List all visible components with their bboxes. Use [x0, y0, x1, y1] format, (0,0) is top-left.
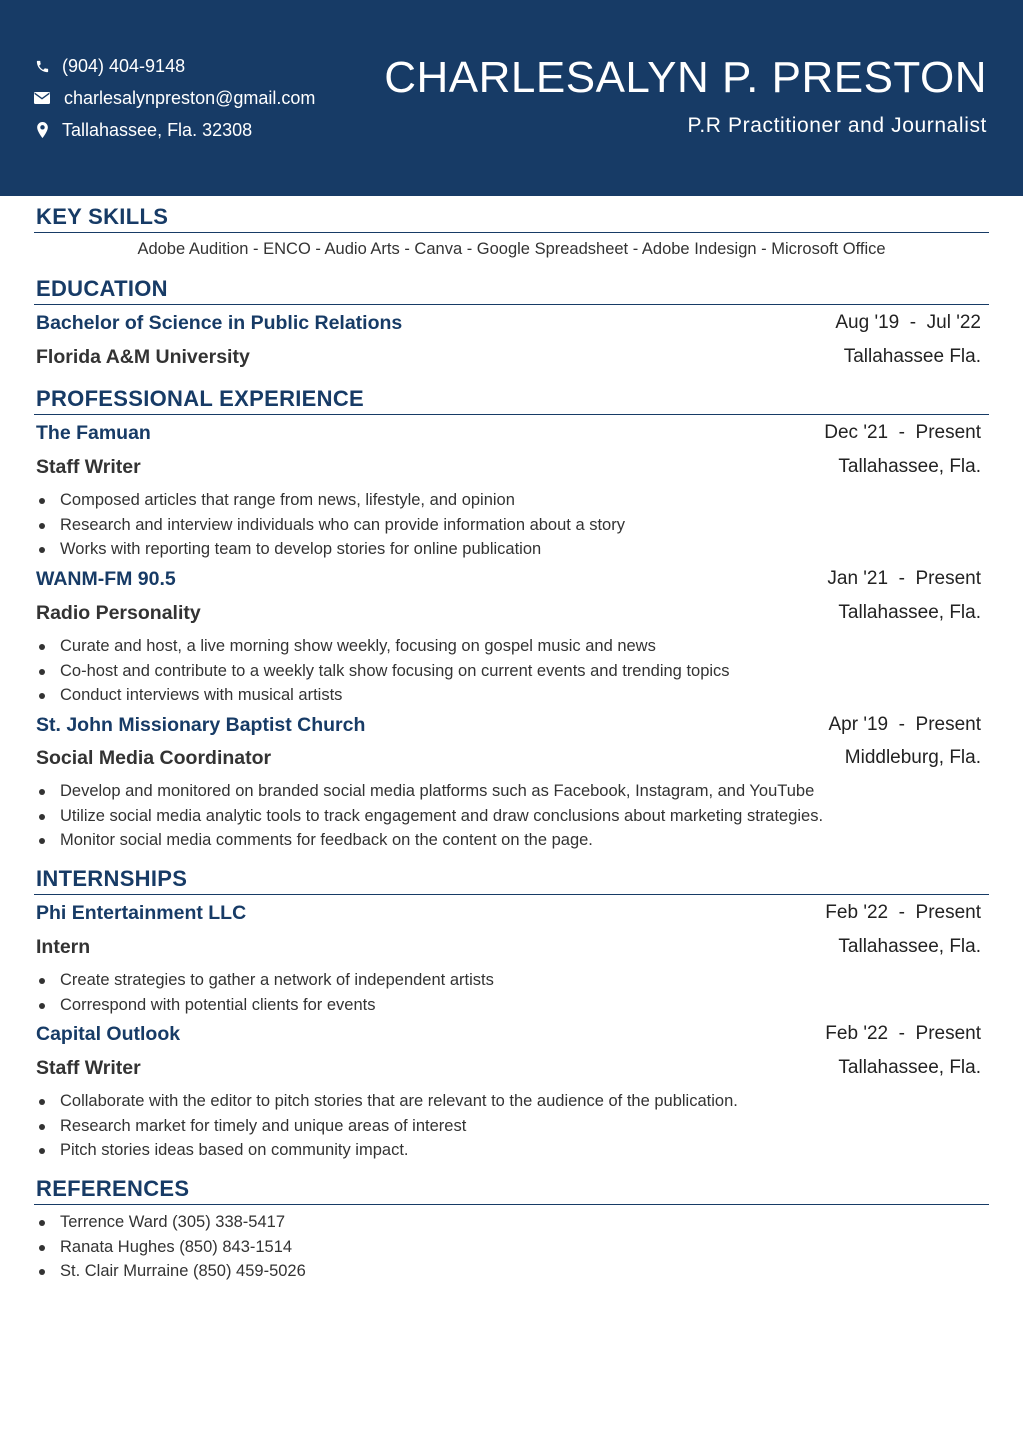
- job-role: Social Media Coordinator: [36, 747, 272, 769]
- internship-dates: Feb '22 - Present: [825, 902, 981, 923]
- job-org: WANM-FM 90.5: [36, 568, 176, 590]
- candidate-title: P.R Practitioner and Journalist: [687, 114, 987, 137]
- internships-heading: INTERNSHIPS: [36, 866, 188, 891]
- bullet-item: Correspond with potential clients for events: [36, 993, 494, 1018]
- education-dates: Aug '19 - Jul '22: [835, 312, 981, 333]
- internship-role: Staff Writer: [36, 1057, 141, 1079]
- map-pin-icon: [34, 122, 50, 138]
- bullet-item: Composed articles that range from news, lifestyle, and opinion: [36, 488, 625, 513]
- references-divider: [34, 1204, 989, 1205]
- email-link[interactable]: charlesalynpreston@gmail.com: [64, 87, 316, 108]
- bullet-item: Utilize social media analytic tools to track engagement and draw conclusions about marketing strategies.: [36, 804, 823, 829]
- internship-location: Tallahassee, Fla.: [838, 936, 981, 957]
- education-location: Tallahassee Fla.: [843, 346, 981, 367]
- key-skills-heading: KEY SKILLS: [36, 204, 169, 229]
- job-bullets: [36, 779, 823, 853]
- job-location: Tallahassee, Fla.: [838, 602, 981, 623]
- candidate-name: CHARLESALYN P. PRESTON: [384, 53, 987, 102]
- internship-bullets: [36, 968, 494, 1017]
- bullet-item: Conduct interviews with musical artists: [36, 683, 730, 708]
- reference-item: Terrence Ward (305) 338-5417: [36, 1210, 306, 1235]
- phone-text[interactable]: (904) 404-9148: [62, 55, 186, 76]
- bullet-item: Curate and host, a live morning show weekly, focusing on gospel music and news: [36, 634, 730, 659]
- job-dates: Apr '19 - Present: [828, 714, 981, 735]
- internship-role: Intern: [36, 936, 91, 958]
- job-bullets: [36, 634, 730, 708]
- bullet-item: Pitch stories ideas based on community impact.: [36, 1138, 738, 1163]
- reference-item: Ranata Hughes (850) 843-1514: [36, 1235, 306, 1260]
- bullet-item: Works with reporting team to develop stories for online publication: [36, 537, 625, 562]
- job-location: Tallahassee, Fla.: [838, 456, 981, 477]
- education-degree: Bachelor of Science in Public Relations: [36, 312, 403, 334]
- bullet-item: Monitor social media comments for feedback on the content on the page.: [36, 828, 823, 853]
- education-school: Florida A&M University: [36, 346, 250, 368]
- location-text: Tallahassee, Fla. 32308: [62, 119, 253, 140]
- references-list: [36, 1210, 306, 1284]
- experience-divider: [34, 414, 989, 415]
- job-org: The Famuan: [36, 422, 151, 444]
- references-heading: REFERENCES: [36, 1176, 190, 1201]
- bullet-item: Develop and monitored on branded social media platforms such as Facebook, Instagram, and YouTube: [36, 779, 823, 804]
- job-role: Radio Personality: [36, 602, 201, 624]
- key-skills-divider: [34, 232, 989, 233]
- internship-org: Phi Entertainment LLC: [36, 902, 247, 924]
- internship-location: Tallahassee, Fla.: [838, 1057, 981, 1078]
- job-location: Middleburg, Fla.: [844, 747, 981, 768]
- internship-bullets: [36, 1089, 738, 1163]
- job-role: Staff Writer: [36, 456, 141, 478]
- resume-header: [0, 0, 1023, 196]
- bullet-item: Research and interview individuals who can provide information about a story: [36, 513, 625, 538]
- internships-divider: [34, 894, 989, 895]
- internship-org: Capital Outlook: [36, 1023, 181, 1045]
- envelope-icon: [34, 90, 50, 106]
- contact-phone: [34, 50, 315, 82]
- bullet-item: Collaborate with the editor to pitch stories that are relevant to the audience of the publication.: [36, 1089, 738, 1114]
- bullet-item: Co-host and contribute to a weekly talk show focusing on current events and trending topics: [36, 659, 730, 684]
- internship-dates: Feb '22 - Present: [825, 1023, 981, 1044]
- contact-location: [34, 114, 315, 146]
- reference-item: St. Clair Murraine (850) 459-5026: [36, 1259, 306, 1284]
- contact-info: [34, 50, 315, 146]
- job-bullets: [36, 488, 625, 562]
- job-dates: Dec '21 - Present: [824, 422, 981, 443]
- key-skills-list: Adobe Audition - ENCO - Audio Arts - Canva - Google Spreadsheet - Adobe Indesign - Microsoft Office: [137, 240, 886, 258]
- phone-icon: [34, 58, 50, 74]
- job-dates: Jan '21 - Present: [827, 568, 981, 589]
- education-heading: EDUCATION: [36, 276, 168, 301]
- job-org: St. John Missionary Baptist Church: [36, 714, 366, 736]
- contact-email: [34, 82, 315, 114]
- education-divider: [34, 304, 989, 305]
- bullet-item: Create strategies to gather a network of independent artists: [36, 968, 494, 993]
- experience-heading: PROFESSIONAL EXPERIENCE: [36, 386, 365, 411]
- bullet-item: Research market for timely and unique areas of interest: [36, 1114, 738, 1139]
